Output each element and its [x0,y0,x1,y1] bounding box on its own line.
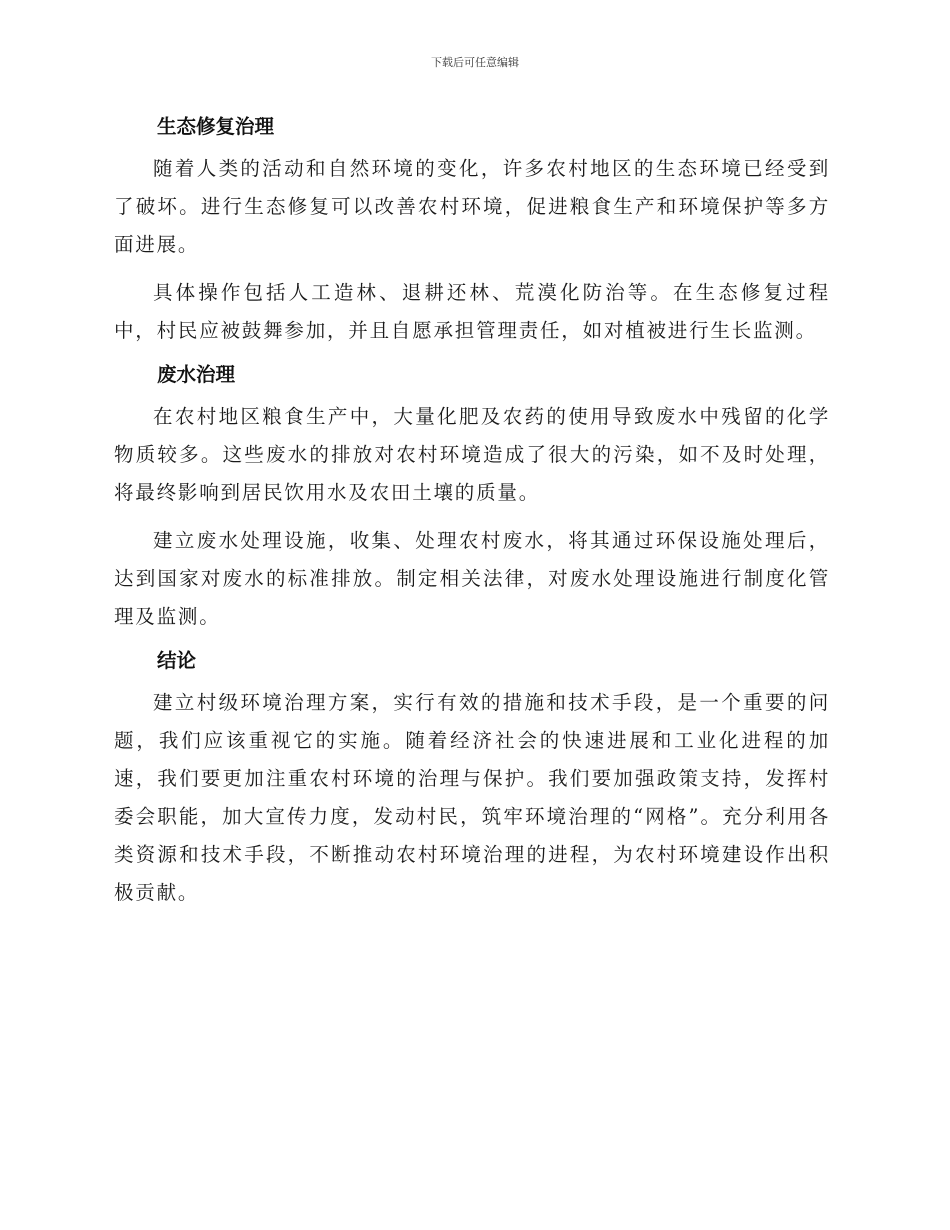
paragraph: 建立村级环境治理方案，实行有效的措施和技术手段，是一个重要的问题，我们应该重视它的实施。随着经济社会的快速进展和工业化进程的加速，我们要更加注重农村环境的治理与保护。我们要加强政策支持，发挥村委会职能，加大宣传力度，发动村民，筑牢环境治理的“网格”。充分利用各类资源和技术手段，不断推动农村环境治理的进程，为农村环境建设作出积极贡献。 [114,691,830,904]
section-conclusion [114,646,830,912]
section-ecological-restoration [114,112,830,350]
paragraph: 建立废水处理设施，收集、处理农村废水，将其通过环保设施处理后，达到国家对废水的标准排放。制定相关法律，对废水处理设施进行制度化管理及监测。 [114,529,830,628]
section-wastewater-treatment [114,360,830,636]
section-heading: 废水治理 [157,363,236,386]
paragraph: 在农村地区粮食生产中，大量化肥及农药的使用导致废水中残留的化学物质较多。这些废水的排放对农村环境造成了很大的污染，如不及时处理，将最终影响到居民饮用水及农田土壤的质量。 [114,405,830,504]
paragraph: 随着人类的活动和自然环境的变化，许多农村地区的生态环境已经受到了破坏。进行生态修复可以改善农村环境，促进粮食生产和环境保护等多方面进展。 [114,157,830,256]
running-header: 下载后可任意编辑 [431,56,519,69]
document-body [114,112,830,922]
section-heading: 结论 [157,649,197,672]
paragraph: 具体操作包括人工造林、退耕还林、荒漠化防治等。在生态修复过程中，村民应被鼓舞参加，并且自愿承担管理责任，如对植被进行生长监测。 [114,281,830,342]
section-heading: 生态修复治理 [157,115,275,138]
